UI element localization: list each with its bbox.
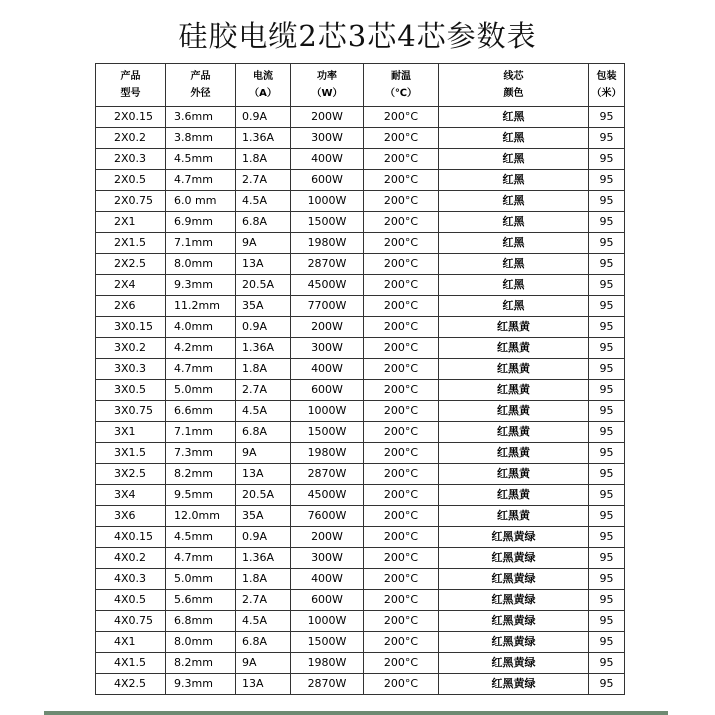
cell-core-color: 红黑黄绿: [439, 653, 589, 674]
cell-current: 20.5A: [236, 485, 291, 506]
table-row: [96, 401, 625, 422]
cell-model: 3X0.5: [96, 380, 166, 401]
cell-diameter: 5.0mm: [166, 569, 236, 590]
cell-model: 2X6: [96, 296, 166, 317]
cell-diameter: 8.2mm: [166, 653, 236, 674]
cell-power: 600W: [291, 170, 364, 191]
cell-diameter: 7.1mm: [166, 233, 236, 254]
cell-temperature: 200°C: [364, 632, 439, 653]
cell-diameter: 9.5mm: [166, 485, 236, 506]
cell-temperature: 200°C: [364, 296, 439, 317]
cell-model: 2X1.5: [96, 233, 166, 254]
cell-core-color: 红黑黄绿: [439, 590, 589, 611]
cell-power: 1000W: [291, 611, 364, 632]
cell-core-color: 红黑黄: [439, 443, 589, 464]
header-temperature: 耐温 （℃）: [364, 64, 439, 107]
cell-current: 1.36A: [236, 548, 291, 569]
cell-core-color: 红黑黄: [439, 317, 589, 338]
cell-power: 7700W: [291, 296, 364, 317]
table-row: [96, 191, 625, 212]
cell-power: 4500W: [291, 485, 364, 506]
cell-model: 2X2.5: [96, 254, 166, 275]
cell-diameter: 3.8mm: [166, 128, 236, 149]
cell-current: 1.8A: [236, 359, 291, 380]
cell-temperature: 200°C: [364, 275, 439, 296]
cell-package: 95: [589, 653, 625, 674]
cell-diameter: 7.1mm: [166, 422, 236, 443]
cell-diameter: 5.6mm: [166, 590, 236, 611]
cell-package: 95: [589, 590, 625, 611]
table-row: [96, 527, 625, 548]
cell-model: 2X0.5: [96, 170, 166, 191]
cell-current: 9A: [236, 653, 291, 674]
cell-current: 0.9A: [236, 107, 291, 128]
cell-core-color: 红黑: [439, 275, 589, 296]
cell-model: 3X1: [96, 422, 166, 443]
parameter-table: [95, 63, 625, 695]
table-row: [96, 443, 625, 464]
table-row: [96, 548, 625, 569]
cell-model: 2X0.75: [96, 191, 166, 212]
cell-core-color: 红黑黄绿: [439, 548, 589, 569]
table-row: [96, 107, 625, 128]
cell-diameter: 9.3mm: [166, 674, 236, 695]
cell-package: 95: [589, 548, 625, 569]
cell-temperature: 200°C: [364, 401, 439, 422]
cell-core-color: 红黑: [439, 296, 589, 317]
table-row: [96, 170, 625, 191]
cell-model: 2X0.2: [96, 128, 166, 149]
cell-package: 95: [589, 632, 625, 653]
cell-core-color: 红黑黄: [439, 401, 589, 422]
cell-package: 95: [589, 464, 625, 485]
cell-model: 2X0.15: [96, 107, 166, 128]
table-row: [96, 653, 625, 674]
cell-package: 95: [589, 128, 625, 149]
cell-package: 95: [589, 191, 625, 212]
cell-temperature: 200°C: [364, 569, 439, 590]
cell-power: 600W: [291, 590, 364, 611]
table-row: [96, 632, 625, 653]
cell-core-color: 红黑黄: [439, 359, 589, 380]
cell-model: 4X0.75: [96, 611, 166, 632]
cell-model: 3X0.15: [96, 317, 166, 338]
cell-power: 1500W: [291, 632, 364, 653]
cell-model: 2X4: [96, 275, 166, 296]
cell-model: 3X1.5: [96, 443, 166, 464]
cell-power: 4500W: [291, 275, 364, 296]
cell-temperature: 200°C: [364, 611, 439, 632]
cell-diameter: 4.7mm: [166, 548, 236, 569]
cell-temperature: 200°C: [364, 338, 439, 359]
cell-core-color: 红黑黄绿: [439, 632, 589, 653]
cell-package: 95: [589, 149, 625, 170]
cell-temperature: 200°C: [364, 506, 439, 527]
cell-temperature: 200°C: [364, 443, 439, 464]
cell-core-color: 红黑黄: [439, 485, 589, 506]
cell-current: 2.7A: [236, 380, 291, 401]
table-row: [96, 380, 625, 401]
cell-core-color: 红黑: [439, 128, 589, 149]
table-row: [96, 254, 625, 275]
cell-package: 95: [589, 317, 625, 338]
cell-current: 1.8A: [236, 569, 291, 590]
cell-core-color: 红黑: [439, 233, 589, 254]
header-core-color: 线芯 颜色: [439, 64, 589, 107]
header-package: 包装 （米）: [589, 64, 625, 107]
cell-diameter: 6.8mm: [166, 611, 236, 632]
cell-current: 6.8A: [236, 422, 291, 443]
cell-model: 4X2.5: [96, 674, 166, 695]
cell-temperature: 200°C: [364, 485, 439, 506]
cell-package: 95: [589, 401, 625, 422]
cell-temperature: 200°C: [364, 149, 439, 170]
cell-package: 95: [589, 359, 625, 380]
table-row: [96, 422, 625, 443]
table-row: [96, 611, 625, 632]
table-row: [96, 464, 625, 485]
cell-package: 95: [589, 443, 625, 464]
cell-core-color: 红黑黄: [439, 380, 589, 401]
table-row: [96, 338, 625, 359]
cell-package: 95: [589, 422, 625, 443]
cell-temperature: 200°C: [364, 317, 439, 338]
table-row: [96, 296, 625, 317]
cell-temperature: 200°C: [364, 422, 439, 443]
cell-current: 35A: [236, 506, 291, 527]
cell-power: 200W: [291, 107, 364, 128]
cell-package: 95: [589, 296, 625, 317]
cell-power: 200W: [291, 527, 364, 548]
cell-model: 4X0.5: [96, 590, 166, 611]
cell-diameter: 6.6mm: [166, 401, 236, 422]
cell-power: 300W: [291, 128, 364, 149]
cell-diameter: 6.9mm: [166, 212, 236, 233]
cell-power: 2870W: [291, 674, 364, 695]
cell-temperature: 200°C: [364, 674, 439, 695]
cell-core-color: 红黑: [439, 191, 589, 212]
table-row: [96, 569, 625, 590]
cell-power: 1980W: [291, 233, 364, 254]
cell-diameter: 8.0mm: [166, 632, 236, 653]
cell-model: 3X2.5: [96, 464, 166, 485]
header-current: 电流 （A）: [236, 64, 291, 107]
cell-core-color: 红黑黄绿: [439, 611, 589, 632]
table-row: [96, 149, 625, 170]
cell-package: 95: [589, 212, 625, 233]
header-diameter: 产品 外径: [166, 64, 236, 107]
cell-core-color: 红黑: [439, 149, 589, 170]
cell-current: 2.7A: [236, 590, 291, 611]
header-model: 产品 型号: [96, 64, 166, 107]
cell-model: 3X4: [96, 485, 166, 506]
cell-diameter: 12.0mm: [166, 506, 236, 527]
cell-temperature: 200°C: [364, 359, 439, 380]
cell-power: 400W: [291, 569, 364, 590]
cell-package: 95: [589, 107, 625, 128]
cell-power: 7600W: [291, 506, 364, 527]
cell-diameter: 4.5mm: [166, 149, 236, 170]
cell-power: 1500W: [291, 422, 364, 443]
table-row: [96, 317, 625, 338]
cell-current: 35A: [236, 296, 291, 317]
cell-core-color: 红黑黄: [439, 422, 589, 443]
cell-current: 1.36A: [236, 338, 291, 359]
cell-core-color: 红黑黄绿: [439, 569, 589, 590]
bottom-divider: [44, 711, 668, 715]
table-row: [96, 275, 625, 296]
cell-current: 4.5A: [236, 191, 291, 212]
cell-core-color: 红黑: [439, 107, 589, 128]
cell-temperature: 200°C: [364, 548, 439, 569]
cell-current: 9A: [236, 443, 291, 464]
cell-package: 95: [589, 527, 625, 548]
cell-power: 600W: [291, 380, 364, 401]
cell-model: 2X0.3: [96, 149, 166, 170]
table-row: [96, 359, 625, 380]
cell-diameter: 8.2mm: [166, 464, 236, 485]
cell-temperature: 200°C: [364, 191, 439, 212]
cell-core-color: 红黑: [439, 212, 589, 233]
cell-diameter: 4.7mm: [166, 359, 236, 380]
cell-current: 4.5A: [236, 611, 291, 632]
cell-package: 95: [589, 485, 625, 506]
cell-current: 13A: [236, 674, 291, 695]
table-row: [96, 674, 625, 695]
cell-temperature: 200°C: [364, 170, 439, 191]
cell-current: 1.36A: [236, 128, 291, 149]
cell-model: 3X6: [96, 506, 166, 527]
table-row: [96, 128, 625, 149]
cell-current: 1.8A: [236, 149, 291, 170]
cell-model: 3X0.75: [96, 401, 166, 422]
cell-package: 95: [589, 611, 625, 632]
cell-model: 4X0.2: [96, 548, 166, 569]
cell-package: 95: [589, 569, 625, 590]
cell-power: 200W: [291, 317, 364, 338]
cell-core-color: 红黑黄绿: [439, 527, 589, 548]
cell-power: 400W: [291, 149, 364, 170]
cell-temperature: 200°C: [364, 128, 439, 149]
table-body: [96, 107, 625, 695]
cell-temperature: 200°C: [364, 254, 439, 275]
cell-diameter: 5.0mm: [166, 380, 236, 401]
cell-diameter: 8.0mm: [166, 254, 236, 275]
cell-core-color: 红黑黄: [439, 506, 589, 527]
cell-package: 95: [589, 380, 625, 401]
cell-power: 2870W: [291, 464, 364, 485]
cell-temperature: 200°C: [364, 107, 439, 128]
cell-temperature: 200°C: [364, 212, 439, 233]
cell-power: 300W: [291, 338, 364, 359]
cell-power: 1980W: [291, 443, 364, 464]
cell-temperature: 200°C: [364, 380, 439, 401]
cell-power: 2870W: [291, 254, 364, 275]
table-row: [96, 590, 625, 611]
cell-model: 2X1: [96, 212, 166, 233]
cell-current: 0.9A: [236, 317, 291, 338]
cell-package: 95: [589, 254, 625, 275]
cell-power: 1000W: [291, 191, 364, 212]
cell-current: 6.8A: [236, 632, 291, 653]
cell-diameter: 4.7mm: [166, 170, 236, 191]
cell-package: 95: [589, 170, 625, 191]
cell-model: 3X0.2: [96, 338, 166, 359]
page-title: 硅胶电缆2芯3芯4芯参数表: [178, 19, 537, 53]
table-row: [96, 485, 625, 506]
cell-core-color: 红黑: [439, 170, 589, 191]
cell-current: 13A: [236, 254, 291, 275]
cell-model: 3X0.3: [96, 359, 166, 380]
cell-temperature: 200°C: [364, 590, 439, 611]
cell-temperature: 200°C: [364, 527, 439, 548]
cell-package: 95: [589, 338, 625, 359]
cell-package: 95: [589, 674, 625, 695]
cell-diameter: 3.6mm: [166, 107, 236, 128]
cell-power: 1500W: [291, 212, 364, 233]
cell-diameter: 4.5mm: [166, 527, 236, 548]
cell-temperature: 200°C: [364, 653, 439, 674]
cell-core-color: 红黑: [439, 254, 589, 275]
cell-power: 1980W: [291, 653, 364, 674]
cell-current: 9A: [236, 233, 291, 254]
cell-diameter: 7.3mm: [166, 443, 236, 464]
table-row: [96, 233, 625, 254]
cell-package: 95: [589, 233, 625, 254]
cell-package: 95: [589, 275, 625, 296]
table-header-row: [96, 64, 625, 107]
cell-core-color: 红黑黄: [439, 338, 589, 359]
cell-model: 4X1.5: [96, 653, 166, 674]
cell-current: 2.7A: [236, 170, 291, 191]
cell-temperature: 200°C: [364, 233, 439, 254]
cell-core-color: 红黑黄绿: [439, 674, 589, 695]
cell-diameter: 4.2mm: [166, 338, 236, 359]
header-power: 功率 （W）: [291, 64, 364, 107]
cell-model: 4X0.3: [96, 569, 166, 590]
cell-current: 4.5A: [236, 401, 291, 422]
cell-diameter: 9.3mm: [166, 275, 236, 296]
cell-power: 300W: [291, 548, 364, 569]
cell-diameter: 4.0mm: [166, 317, 236, 338]
cell-power: 1000W: [291, 401, 364, 422]
table-row: [96, 506, 625, 527]
cell-model: 4X0.15: [96, 527, 166, 548]
cell-package: 95: [589, 506, 625, 527]
cell-core-color: 红黑黄: [439, 464, 589, 485]
cell-diameter: 6.0 mm: [166, 191, 236, 212]
cell-current: 6.8A: [236, 212, 291, 233]
cell-current: 20.5A: [236, 275, 291, 296]
cell-diameter: 11.2mm: [166, 296, 236, 317]
cell-current: 0.9A: [236, 527, 291, 548]
table-row: [96, 212, 625, 233]
cell-model: 4X1: [96, 632, 166, 653]
cell-temperature: 200°C: [364, 464, 439, 485]
cell-current: 13A: [236, 464, 291, 485]
cell-power: 400W: [291, 359, 364, 380]
